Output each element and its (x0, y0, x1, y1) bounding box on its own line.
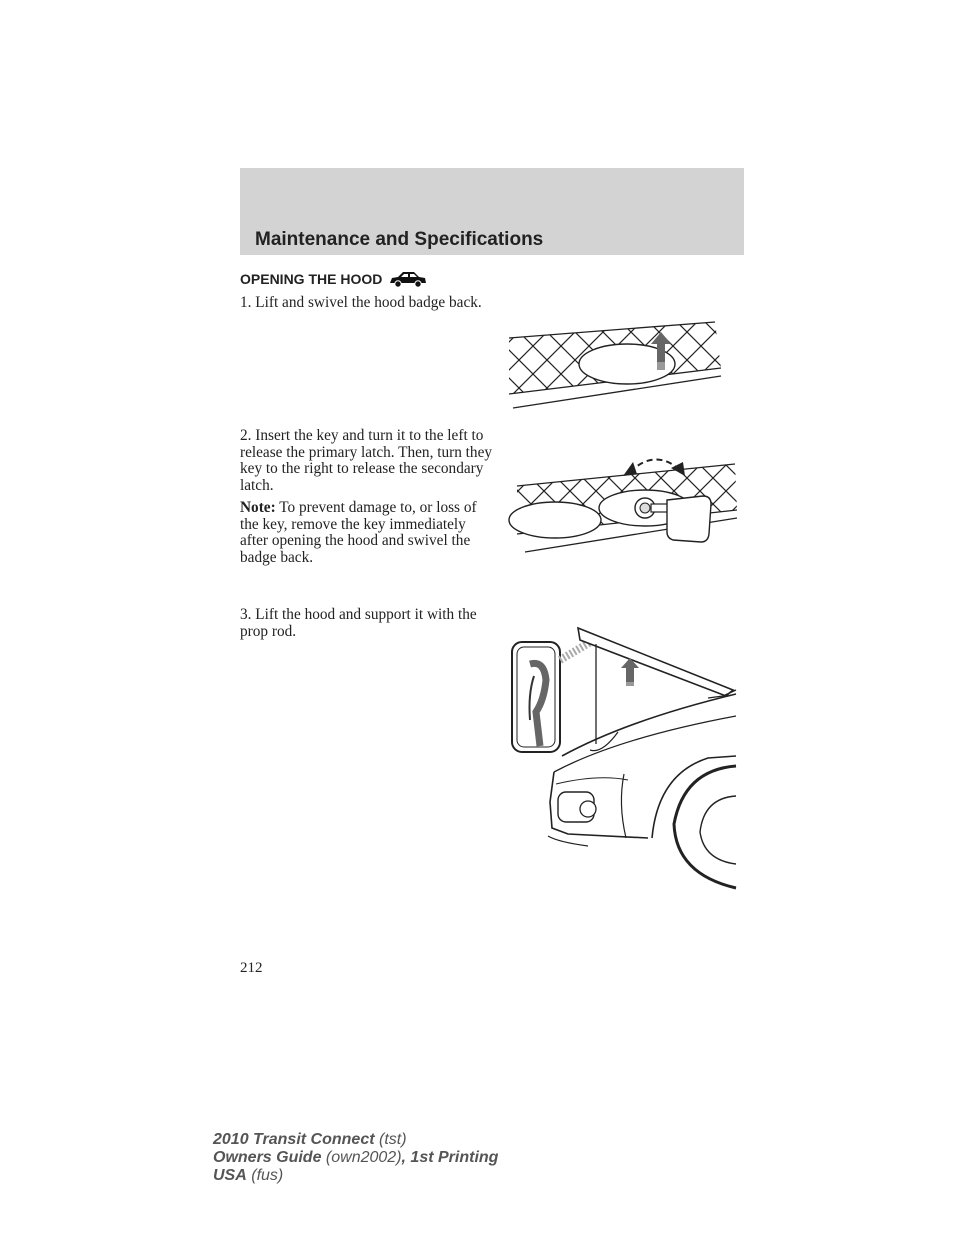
hood-prop-rod-illustration (508, 624, 738, 892)
footer-guide-code: (own2002) (325, 1149, 402, 1166)
section-heading-text: OPENING THE HOOD (240, 271, 383, 287)
hood-badge-illustration (505, 318, 725, 410)
section-heading (240, 269, 428, 289)
car-icon (388, 269, 428, 289)
footer-market-code: (fus) (251, 1167, 284, 1184)
footer (213, 1131, 498, 1185)
header-band (240, 168, 744, 255)
page-title: Maintenance and Specifications (255, 229, 544, 250)
footer-vehicle-code: (tst) (379, 1131, 407, 1148)
note-paragraph (240, 500, 495, 566)
footer-line-1 (213, 1131, 498, 1149)
step-3-text: 3. Lift the hood and support it with the prop rod. (240, 606, 477, 640)
footer-market: USA (213, 1167, 247, 1184)
footer-line-3 (213, 1167, 498, 1185)
footer-guide: Owners Guide (213, 1149, 322, 1166)
footer-printing: , 1st Printing (401, 1149, 499, 1166)
key-latch-illustration (505, 452, 740, 557)
step-1-text: 1. Lift and swivel the hood badge back. (240, 294, 482, 311)
note-label: Note: (240, 499, 276, 516)
note-text: To prevent damage to, or loss of the key, remove the key immediately after opening the hood and swivel the badge back. (240, 499, 477, 566)
step-2-text: 2. Insert the key and turn it to the left to release the primary latch. Then, turn they key to the right to release the secondary latch. (240, 427, 493, 494)
footer-line-2 (213, 1149, 498, 1167)
page-number: 212 (240, 960, 263, 976)
footer-vehicle: 2010 Transit Connect (213, 1131, 375, 1148)
